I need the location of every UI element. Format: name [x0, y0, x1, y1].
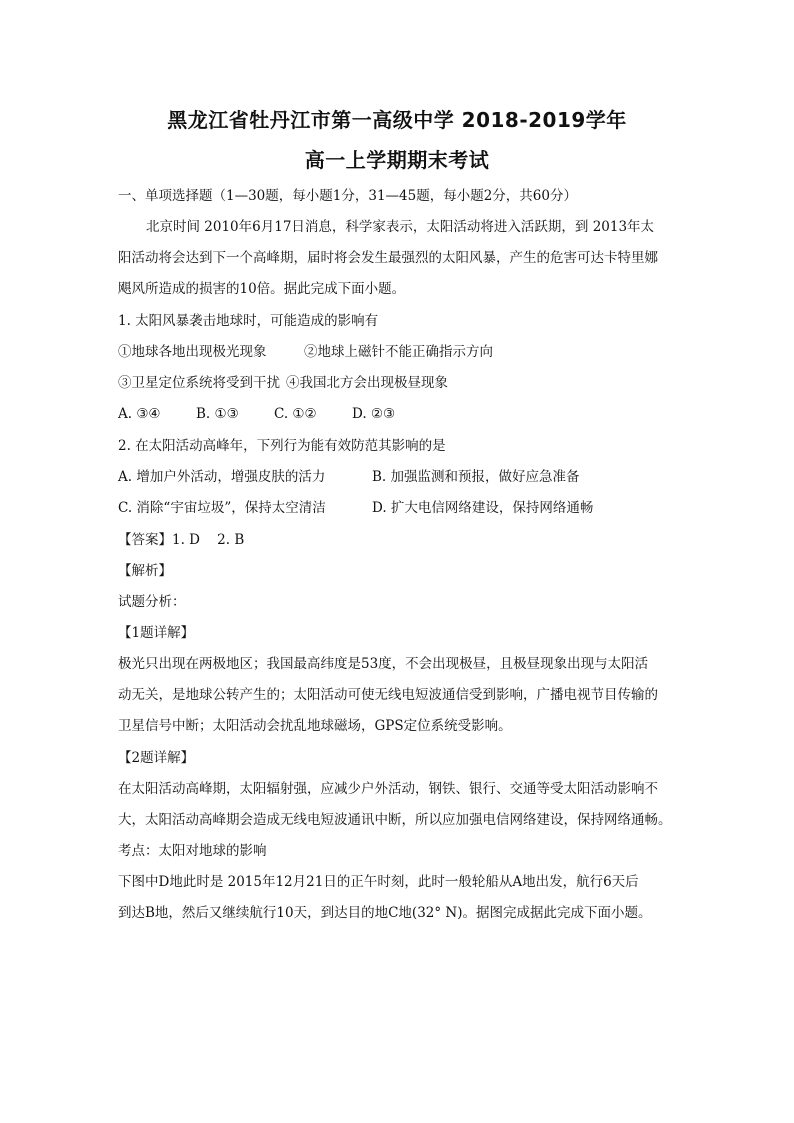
detail2-line: 大，太阳活动高峰期会造成无线电短波通讯中断，所以应加强电信网络建设，保持网络通畅。	[118, 812, 672, 828]
question1-item: ②地球上磁针不能正确指示方向	[304, 344, 493, 360]
option-c: C. 消除“宇宙垃圾”，保持太空清洁	[118, 500, 326, 516]
section-heading: 一、单项选择题（1—30题，每小题1分，31—45题，每小题2分，共60分）	[118, 188, 577, 204]
question2-options-row	[118, 468, 678, 486]
passage2-line: 到达B地，然后又继续航行10天，到达目的地C地(32° N)。据图完成据此完成下面小题。	[118, 905, 652, 921]
passage1-line: 阳活动将会达到下一个高峰期，届时将会发生最强烈的太阳风暴，产生的危害可达卡特里娜	[118, 250, 658, 266]
passage2-line: 下图中D地此时是 2015年12月21日的正午时刻，此时一般轮船从A地出发，航行6天后	[118, 874, 639, 890]
option-d: D. ②③	[352, 406, 396, 422]
analysis-label: 【解析】	[118, 563, 172, 579]
option-d: D. 扩大电信网络建设，保持网络通畅	[372, 500, 594, 516]
option-a: A. 增加户外活动，增强皮肤的活力	[118, 469, 326, 485]
analysis-intro: 试题分析：	[118, 594, 186, 610]
option-a: A. ③④	[118, 406, 161, 422]
passage1-line: 北京时间 2010年6月17日消息，科学家表示，太阳活动将进入活跃期，到 2013年太	[146, 219, 655, 235]
document-subtitle: 高一上学期期末考试	[304, 148, 490, 172]
option-b: B. ①③	[196, 406, 239, 422]
detail2-label: 【2题详解】	[118, 750, 195, 766]
question1-item: ①地球各地出现极光现象	[118, 344, 267, 360]
kaodian-line: 考点：太阳对地球的影响	[118, 843, 267, 859]
question2-stem: 2. 在太阳活动高峰年，下列行为能有效防范其影响的是	[118, 438, 446, 454]
option-b: B. 加强监测和预报，做好应急准备	[372, 469, 580, 485]
detail1-line: 卫星信号中断；太阳活动会扰乱地球磁场，GPS定位系统受影响。	[118, 718, 512, 734]
option-c: C. ①②	[274, 406, 317, 422]
question1-stem: 1. 太阳风暴袭击地球时，可能造成的影响有	[118, 313, 379, 329]
question2-options-row	[118, 499, 678, 517]
detail1-label: 【1题详解】	[118, 625, 195, 641]
detail2-line: 在太阳活动高峰期，太阳辐射强，应减少户外活动，钢铁、银行、交通等受太阳活动影响不	[118, 781, 658, 797]
passage1-line: 飓风所造成的损害的10倍。据此完成下面小题。	[118, 281, 406, 297]
question1-options	[118, 405, 678, 423]
detail1-line: 极光只出现在两极地区；我国最高纬度是53度，不会出现极昼，且极昼现象出现与太阳活	[118, 656, 649, 672]
question1-item: ③卫星定位系统将受到干扰	[118, 375, 280, 391]
answer-line: 【答案】1. D 2. B	[118, 532, 245, 548]
document-title: 黑龙江省牡丹江市第一高级中学 2018-2019学年	[167, 108, 627, 132]
detail1-line: 动无关，是地球公转产生的；太阳活动可使无线电短波通信受到影响，广播电视节目传输的	[118, 687, 658, 703]
question1-items-row	[118, 374, 678, 392]
question1-item: ④我国北方会出现极昼现象	[286, 375, 448, 391]
question1-items-row	[118, 343, 678, 361]
